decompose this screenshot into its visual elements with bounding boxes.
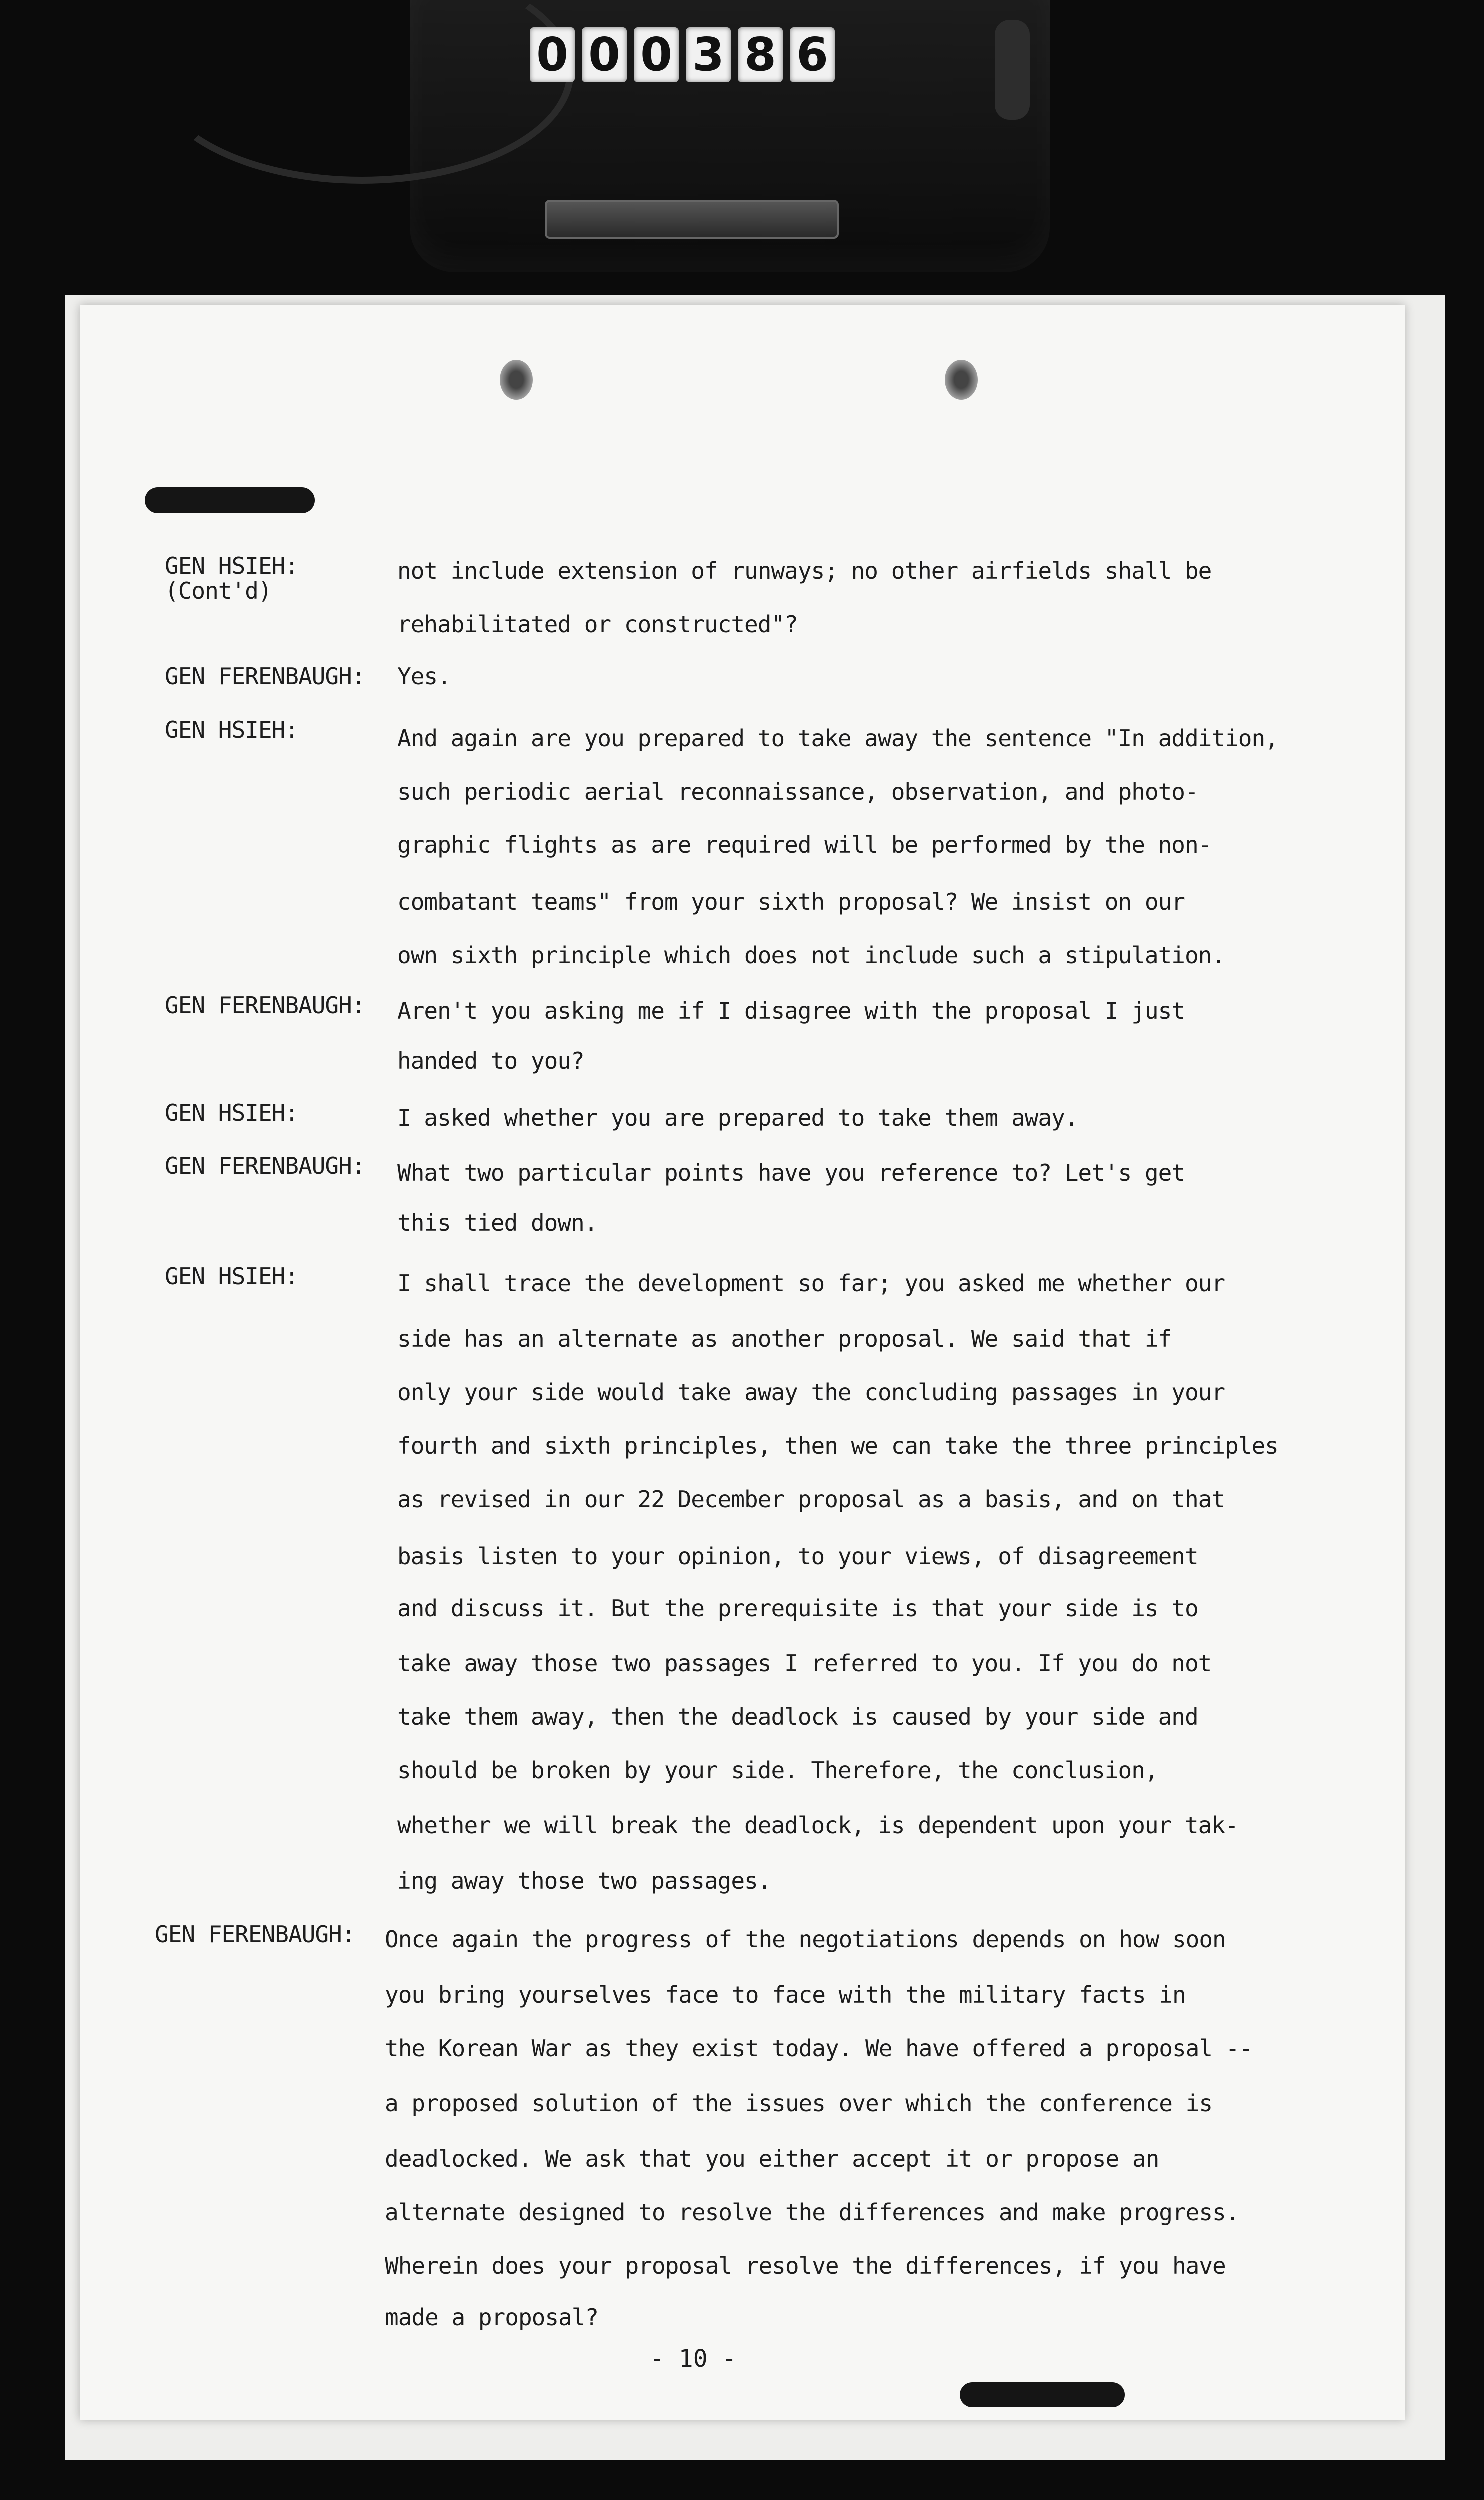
transcript-line: Yes. [397,663,451,690]
counter-digit: 6 [790,28,835,82]
transcript-line: whether we will break the deadlock, is dependent upon your tak- [397,1812,1238,1839]
transcript-line: ing away those two passages. [397,1868,771,1894]
transcript-line: a proposed solution of the issues over which the conference is [385,2090,1213,2117]
transcript-line: should be broken by your side. Therefore, the conclusion, [397,1757,1158,1784]
transcript-line: What two particular points have you reference to? Let's get [397,1160,1185,1186]
counter-digit: 0 [530,28,575,82]
transcript-line: take them away, then the deadlock is caused by your side and [397,1704,1198,1730]
transcript-line: only your side would take away the concluding passages in your [397,1379,1225,1406]
transcript-line: take away those two passages I referred to you. If you do not [397,1650,1212,1677]
transcript-line: alternate designed to resolve the differences and make progress. [385,2199,1239,2226]
transcript-line: I shall trace the development so far; you asked me whether our [397,1270,1225,1297]
transcript-line: rehabilitated or constructed"? [397,611,798,638]
transcript-line: And again are you prepared to take away the sentence "In addition, [397,725,1278,752]
transcript-line: side has an alternate as another proposal. We said that if [397,1326,1172,1352]
transcript-line: deadlocked. We ask that you either accept it or propose an [385,2146,1159,2172]
transcript-line: I asked whether you are prepared to take them away. [397,1104,1078,1132]
speaker-label: GEN FERENBAUGH: [165,1152,365,1180]
transcript-line: made a proposal? [385,2304,599,2331]
transcript-line: Wherein does your proposal resolve the differences, if you have [385,2252,1226,2280]
transcript-line: Once again the progress of the negotiations depends on how soon [385,1926,1226,1953]
speaker-label: GEN HSIEH: [165,1100,298,1126]
transcript-line: fourth and sixth principles, then we can take the three principles [397,1432,1278,1460]
speaker-label: GEN FERENBAUGH: [155,1921,355,1948]
speaker-label: GEN FERENBAUGH: [165,992,365,1019]
transcript-line: handed to you? [397,1048,584,1074]
speaker-label: GEN FERENBAUGH: [165,663,365,690]
counter-digit: 0 [634,28,679,82]
transcript-line: the Korean War as they exist today. We have offered a proposal -- [385,2035,1253,2062]
transcript-line: combatant teams" from your sixth proposal? We insist on our [397,888,1185,916]
counter-digit: 8 [738,28,783,82]
transcript-line: as revised in our 22 December proposal as a basis, and on that [397,1486,1225,1513]
transcript-line: such periodic aerial reconnaissance, observation, and photo- [397,778,1198,806]
counter-digit: 0 [582,28,627,82]
speaker-continued-label: (Cont'd) [165,578,272,604]
transcript-line: you bring yourselves face to face with the military facts in [385,1982,1186,2008]
transcript-line: and discuss it. But the prerequisite is that your side is to [397,1595,1198,1622]
speaker-label: GEN HSIEH: [165,552,298,580]
transcript-line: graphic flights as are required will be performed by the non- [397,832,1212,858]
page-number: - 10 - [650,2345,737,2373]
speaker-label: GEN HSIEH: [165,1263,298,1290]
speaker-label: GEN HSIEH: [165,716,298,744]
transcript-line: basis listen to your opinion, to your views, of disagreement [397,1543,1198,1570]
counter-digit: 3 [686,28,731,82]
transcript-line: not include extension of runways; no other airfields shall be [397,558,1212,584]
transcript-line: Aren't you asking me if I disagree with the proposal I just [397,998,1185,1024]
transcript-line: own sixth principle which does not include such a stipulation. [397,942,1225,969]
transcript-line: this tied down. [397,1210,598,1236]
